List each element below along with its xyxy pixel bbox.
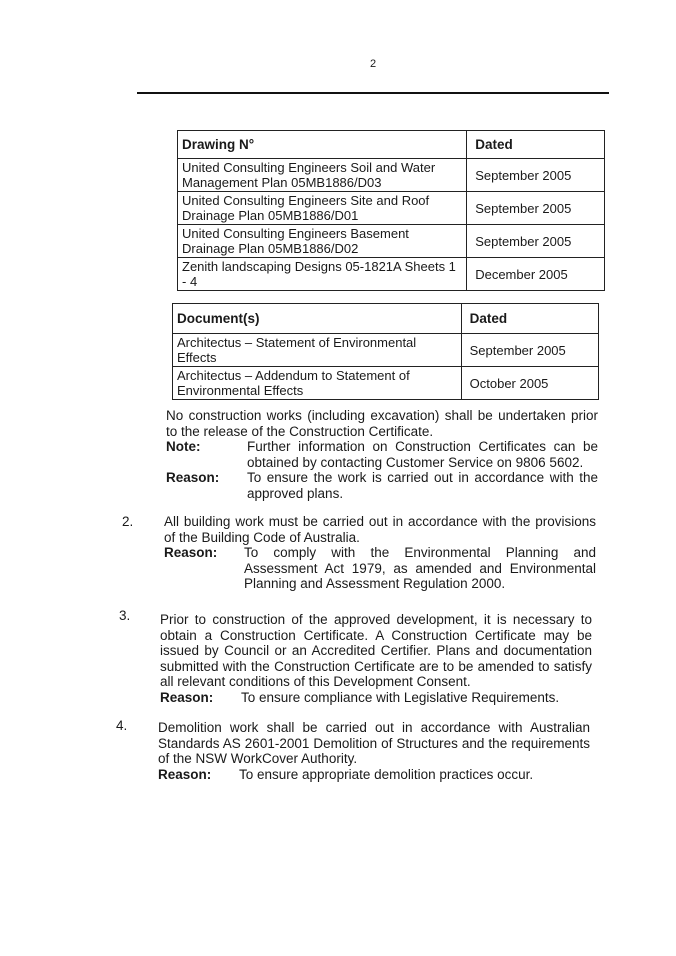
intro-block — [166, 408, 598, 501]
header-rule — [137, 92, 609, 94]
dated-cell: October 2005 — [461, 367, 598, 400]
table-header-row — [178, 131, 605, 159]
table-row — [173, 334, 599, 367]
dated-header: Dated — [467, 131, 605, 159]
dated-cell: September 2005 — [461, 334, 598, 367]
condition-text: Demolition work shall be carried out in accordance with Australian Standards AS 2601-2001 Demolition of Structures and the requirements of the NSW WorkCover Authority. — [158, 720, 590, 766]
drawing-cell: Zenith landscaping Designs 05-1821A Sheets 1 - 4 — [178, 258, 467, 291]
reason-row — [164, 545, 596, 592]
document-cell: Architectus – Addendum to Statement of Environmental Effects — [173, 367, 462, 400]
condition-number: 4. — [116, 718, 128, 733]
condition-2 — [164, 514, 596, 592]
condition-text: Prior to construction of the approved development, it is necessary to obtain a Construction Certificate. A Construction Certificate may be issued by Council or an Accredited Certifier. Plans and documentation submitted with the Construction Certificate are to be amended to satisfy all relevant conditions of this Development Consent. — [160, 612, 592, 689]
drawing-cell: United Consulting Engineers Basement Drainage Plan 05MB1886/D02 — [178, 225, 467, 258]
note-text: Further information on Construction Certificates can be obtained by contacting Customer Service on 9806 5602. — [247, 439, 598, 470]
reason-row — [160, 690, 592, 706]
page-number: 2 — [369, 58, 377, 70]
drawing-cell: United Consulting Engineers Soil and Water Management Plan 05MB1886/D03 — [178, 159, 467, 192]
reason-row — [166, 470, 598, 501]
reason-text: To ensure compliance with Legislative Requirements. — [241, 689, 560, 705]
reason-text: To ensure the work is carried out in accordance with the approved plans. — [247, 470, 598, 501]
table-header-row — [173, 304, 599, 334]
note-row — [166, 439, 598, 470]
reason-text: To ensure appropriate demolition practices occur. — [239, 766, 534, 782]
reason-label: Reason: — [166, 470, 220, 485]
reason-label: Reason: — [160, 689, 214, 705]
drawings-table — [177, 130, 605, 291]
dated-cell: December 2005 — [467, 258, 605, 291]
documents-table — [172, 303, 599, 400]
table-row — [178, 159, 605, 192]
table-row — [173, 367, 599, 400]
condition-4 — [158, 720, 590, 782]
document-cell: Architectus – Statement of Environmental Effects — [173, 334, 462, 367]
table-row — [178, 192, 605, 225]
note-label: Note: — [166, 439, 201, 454]
reason-label: Reason: — [158, 766, 212, 782]
condition-3 — [160, 612, 592, 705]
intro-text: No construction works (including excavation) shall be undertaken prior to the release of the Construction Certificate. — [166, 408, 598, 439]
drawing-header: Drawing N° — [178, 131, 467, 159]
table-row — [178, 258, 605, 291]
document-header: Document(s) — [173, 304, 462, 334]
dated-cell: September 2005 — [467, 225, 605, 258]
condition-number: 3. — [119, 608, 131, 623]
reason-label: Reason: — [164, 545, 218, 560]
table-row — [178, 225, 605, 258]
reason-text: To comply with the Environmental Planning and Assessment Act 1979, as amended and Environmental Planning and Assessment Regulation 2000. — [244, 545, 596, 591]
dated-header: Dated — [461, 304, 598, 334]
reason-row — [158, 767, 590, 783]
condition-text: All building work must be carried out in accordance with the provisions of the Building Code of Australia. — [164, 514, 596, 545]
dated-cell: September 2005 — [467, 159, 605, 192]
dated-cell: September 2005 — [467, 192, 605, 225]
drawing-cell: United Consulting Engineers Site and Roof Drainage Plan 05MB1886/D01 — [178, 192, 467, 225]
condition-number: 2. — [122, 514, 134, 529]
